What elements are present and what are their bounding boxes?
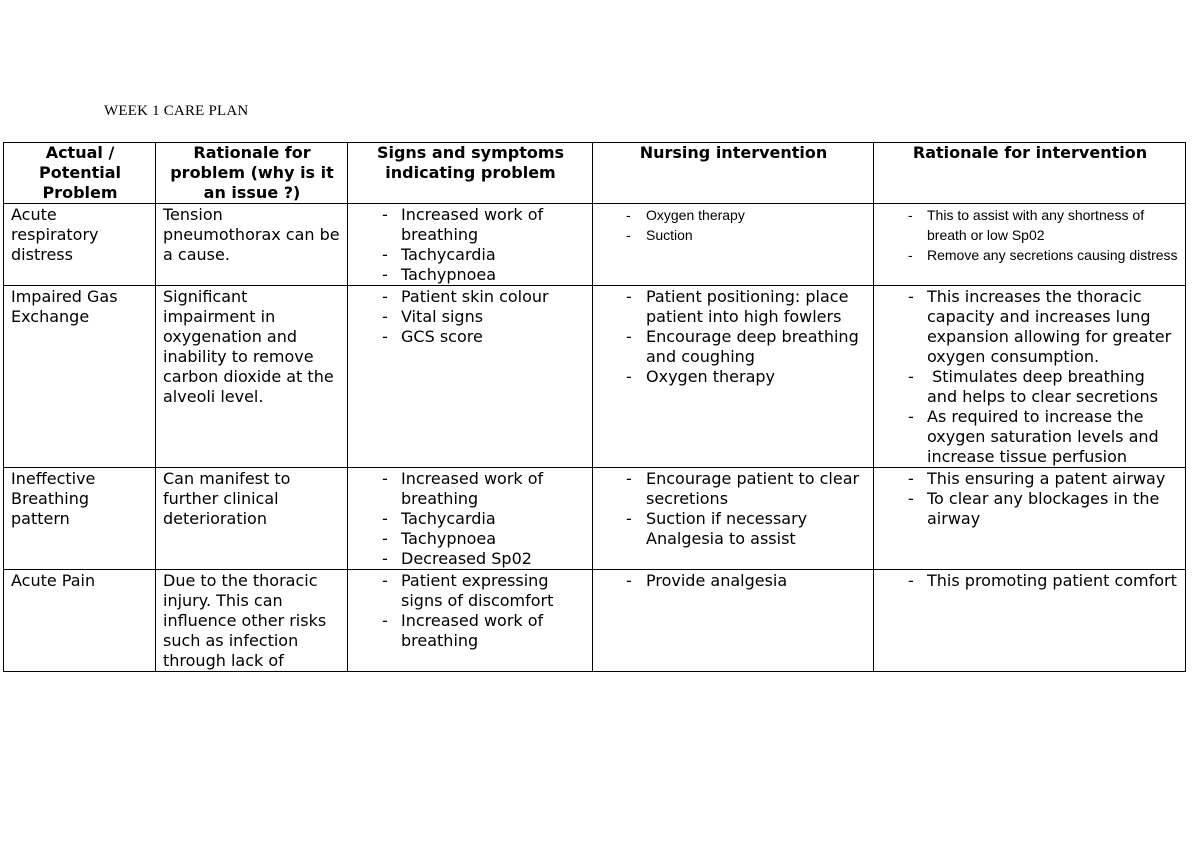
list-item: - Tachycardia [355, 245, 586, 265]
header-nursing-intervention: Nursing intervention [593, 143, 874, 204]
signs-cell [348, 286, 593, 468]
list-item: - To clear any blockages in the airway [881, 489, 1179, 529]
rationale-cell: Due to the thoracic injury. This can influence other risks such as infection through lack of [156, 570, 348, 672]
list-item: - Oxygen therapy [600, 205, 867, 225]
intervention-rationale-cell [874, 286, 1186, 468]
list-item: - Tachypnoea [355, 265, 586, 285]
list-item: - Oxygen therapy [600, 367, 867, 387]
intervention-rationale-cell [874, 570, 1186, 672]
list-item: - Suction [600, 225, 867, 245]
list-item: - Remove any secretions causing distress [881, 245, 1179, 265]
list-item: - Increased work of breathing [355, 469, 586, 509]
list-item: - Provide analgesia [600, 571, 867, 591]
rationale-cell: Significant impairment in oxygenation and inability to remove carbon dioxide at the alveoli level. [156, 286, 348, 468]
list-item: - Patient skin colour [355, 287, 586, 307]
list-item: - Tachypnoea [355, 529, 586, 549]
table-row [4, 286, 1186, 468]
intervention-cell [593, 468, 874, 570]
problem-cell: Acute respiratory distress [4, 204, 156, 286]
list-item: - Encourage patient to clear secretions [600, 469, 867, 509]
list-item: - This ensuring a patent airway [881, 469, 1179, 489]
rationale-cell: Tension pneumothorax can be a cause. [156, 204, 348, 286]
list-item: - Increased work of breathing [355, 205, 586, 245]
intervention-cell [593, 570, 874, 672]
intervention-cell [593, 286, 874, 468]
intervention-rationale-cell [874, 204, 1186, 286]
list-item: - Tachycardia [355, 509, 586, 529]
table-row [4, 468, 1186, 570]
list-item: - Increased work of breathing [355, 611, 586, 651]
header-problem: Actual / Potential Problem [4, 143, 156, 204]
table-header-row [4, 143, 1186, 204]
list-item: - GCS score [355, 327, 586, 347]
intervention-rationale-cell [874, 468, 1186, 570]
table-row [4, 570, 1186, 672]
signs-cell [348, 204, 593, 286]
list-item: - Patient expressing signs of discomfort [355, 571, 586, 611]
rationale-cell: Can manifest to further clinical deterioration [156, 468, 348, 570]
problem-cell: Acute Pain [4, 570, 156, 672]
header-signs-symptoms: Signs and symptoms indicating problem [348, 143, 593, 204]
list-item: - This promoting patient comfort [881, 571, 1179, 591]
table-row [4, 204, 1186, 286]
list-item: - Suction if necessary [600, 509, 867, 529]
document-title: WEEK 1 CARE PLAN [104, 103, 249, 119]
header-intervention-rationale: Rationale for intervention [874, 143, 1186, 204]
signs-cell [348, 468, 593, 570]
list-item: - Encourage deep breathing and coughing [600, 327, 867, 367]
list-item: - Vital signs [355, 307, 586, 327]
list-item: - This increases the thoracic capacity and increases lung expansion allowing for greater oxygen consumption. [881, 287, 1179, 367]
header-problem-rationale: Rationale for problem (why is it an issue ?) [156, 143, 348, 204]
list-item: - As required to increase the oxygen saturation levels and increase tissue perfusion [881, 407, 1179, 467]
problem-cell: Impaired Gas Exchange [4, 286, 156, 468]
intervention-cell [593, 204, 874, 286]
list-item: - Stimulates deep breathing and helps to clear secretions [881, 367, 1179, 407]
list-item: - Patient positioning: place patient into high fowlers [600, 287, 867, 327]
list-item: - This to assist with any shortness of breath or low Sp02 [881, 205, 1179, 245]
signs-cell [348, 570, 593, 672]
intervention-note: Analgesia to assist [646, 529, 796, 548]
problem-cell: Ineffective Breathing pattern [4, 468, 156, 570]
list-item: - Decreased Sp02 [355, 549, 586, 569]
care-plan-table [3, 142, 1186, 672]
